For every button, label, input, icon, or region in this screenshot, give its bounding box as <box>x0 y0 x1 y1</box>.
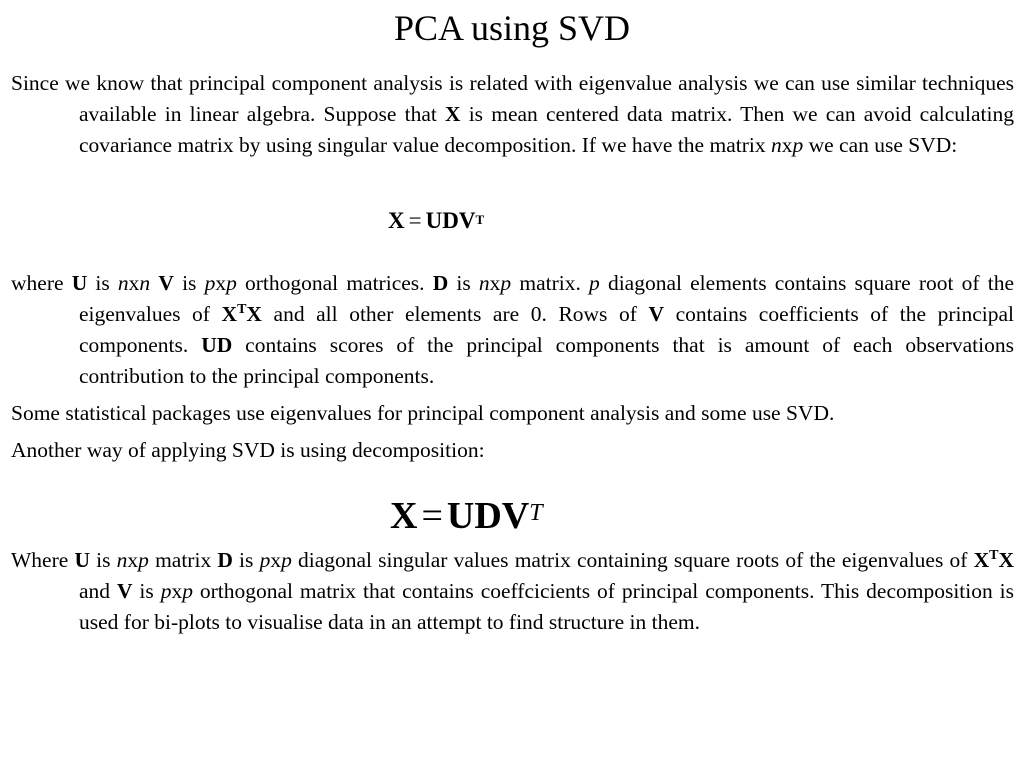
text: is <box>87 271 118 295</box>
matrix-x: X <box>998 548 1014 572</box>
text: we can use SVD: <box>803 133 958 157</box>
transpose: T <box>237 301 247 317</box>
dim: x <box>489 271 501 295</box>
eq-transpose: T <box>475 212 485 227</box>
dim: n <box>478 271 490 295</box>
text: diagonal singular values matrix containing square roots of the eigenvalues of <box>291 548 974 572</box>
second-where-paragraph <box>11 545 1014 638</box>
eq-rhs: UDV <box>446 495 530 537</box>
matrix-x: X <box>445 102 461 126</box>
eq-lhs: X <box>390 495 418 537</box>
dim-x: x <box>781 133 793 157</box>
eq-sign: = <box>421 495 443 537</box>
matrix-ud: UD <box>201 333 233 357</box>
dim: p <box>281 548 292 572</box>
matrix-x: X <box>246 302 262 326</box>
eq-lhs: X <box>388 208 405 233</box>
matrix-x: X <box>221 302 238 326</box>
dim: n <box>116 548 128 572</box>
text: is <box>132 579 161 603</box>
text: is mean centered data matrix. Then we can avoid calculating covariance matrix by using singular value decomposition. If we have the matrix <box>79 102 1014 157</box>
dim-n: n <box>770 133 782 157</box>
dim: p <box>259 548 271 572</box>
text: diagonal elements contains square root of the eigenvalues of <box>79 271 1014 326</box>
dim: p <box>500 271 512 295</box>
dim: x <box>215 271 227 295</box>
text: is <box>232 548 260 572</box>
text: where <box>11 271 72 295</box>
dim: x <box>128 271 140 295</box>
dim: n <box>139 271 151 295</box>
dim: p <box>204 271 216 295</box>
packages-paragraph: Some statistical packages use eigenvalues for principal component analysis and some use SVD. <box>11 401 835 425</box>
dim-p: p <box>792 133 804 157</box>
text: contains coefficients of the principal components. <box>79 302 1014 357</box>
intro-paragraph <box>11 68 1014 161</box>
dim: x <box>270 548 282 572</box>
where-paragraph <box>11 268 1014 392</box>
text: matrix <box>148 548 218 572</box>
matrix-v: V <box>116 579 133 603</box>
eq-transpose: T <box>529 500 543 526</box>
dim: p <box>160 579 172 603</box>
page-title: PCA using SVD <box>393 8 631 48</box>
dim: p <box>226 271 237 295</box>
dim: p <box>182 579 193 603</box>
dim: p <box>589 271 600 295</box>
dim: x <box>127 548 139 572</box>
matrix-u: U <box>74 548 90 572</box>
matrix-u: U <box>71 271 88 295</box>
matrix-d: D <box>432 271 449 295</box>
svd-equation-2 <box>390 494 543 538</box>
another-way-paragraph: Another way of applying SVD is using decomposition: <box>11 438 485 462</box>
text: and all other elements are 0. Rows of <box>261 302 649 326</box>
eq-sign: = <box>408 208 422 233</box>
text: matrix. <box>511 271 590 295</box>
text: orthogonal matrix that contains coeffcicients of principal components. This decomposition is used for bi-plots to visualise data in an attempt to find structure in them. <box>79 579 1015 634</box>
matrix-x: X <box>973 548 990 572</box>
text: Where <box>11 548 75 572</box>
eq-rhs: UDV <box>425 208 476 233</box>
svd-equation-1 <box>388 208 484 234</box>
text: contains scores of the principal components that is amount of each observations contribution to the principal components. <box>79 333 1014 388</box>
text: is <box>89 548 117 572</box>
matrix-v: V <box>648 302 665 326</box>
text: and <box>79 579 117 603</box>
text: is <box>173 271 205 295</box>
dim: p <box>138 548 149 572</box>
text: is <box>448 271 479 295</box>
transpose: T <box>989 547 999 563</box>
matrix-d: D <box>217 548 233 572</box>
matrix-v: V <box>158 271 174 295</box>
dim: x <box>171 579 183 603</box>
dim: n <box>117 271 129 295</box>
text: Since we know that principal component analysis is related with eigenvalue analysis we can use similar techniques available in linear algebra. Suppose that <box>11 71 1014 126</box>
text: orthogonal matrices. <box>236 271 433 295</box>
